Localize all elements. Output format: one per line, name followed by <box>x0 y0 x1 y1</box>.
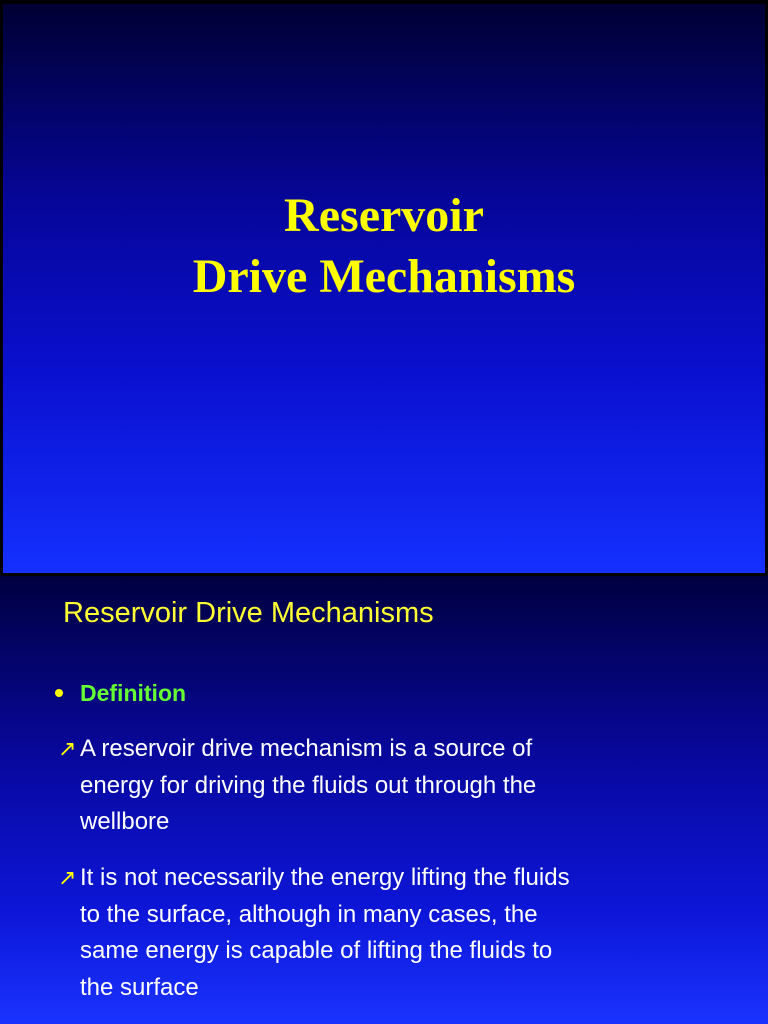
paragraph-line: It is not necessarily the energy lifting the fluids <box>80 864 570 891</box>
definition-slide <box>0 576 768 1024</box>
bullet-dot-icon <box>55 689 63 697</box>
paragraph-line: energy for driving the fluids out through the <box>80 771 537 799</box>
slide-title <box>3 185 765 307</box>
paragraph-line: the surface <box>80 973 199 1001</box>
definition-paragraph-1 <box>58 731 748 841</box>
bullet-label: Definition <box>80 680 187 706</box>
bullet-item-definition <box>55 678 186 708</box>
slide-heading: Reservoir Drive Mechanisms <box>63 597 434 629</box>
title-line-2: Drive Mechanisms <box>192 250 576 303</box>
paragraph-line: A reservoir drive mechanism is a source of <box>80 735 533 762</box>
paragraph-line: same energy is capable of lifting the fluids to <box>80 937 553 964</box>
paragraph-line: wellbore <box>80 808 170 835</box>
title-line-1: Reservoir <box>284 189 484 242</box>
arrow-bullet-icon: ↗ <box>58 865 77 890</box>
arrow-bullet-icon: ↗ <box>58 736 77 761</box>
paragraph-line: to the surface, although in many cases, the <box>80 900 538 928</box>
definition-paragraph-2 <box>58 860 748 1006</box>
